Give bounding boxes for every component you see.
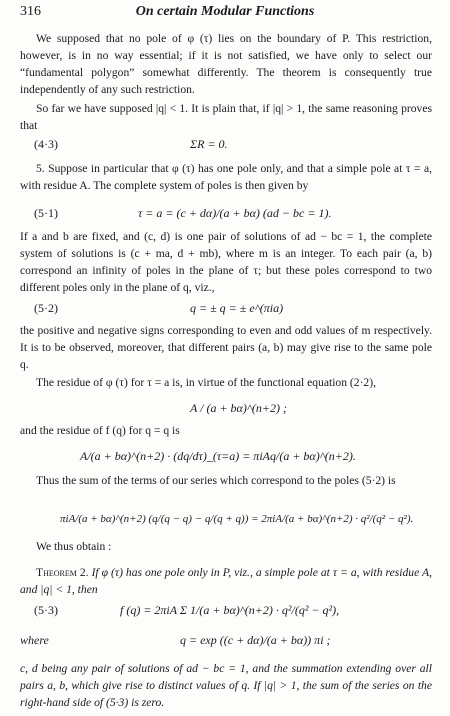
equation-number: (5·2): [34, 301, 58, 315]
equation-number: (5·1): [34, 206, 58, 220]
theorem-statement: If φ (τ) has one pole only in P, viz., a simple pole at τ = a, with residue A, and |q| < 1, then: [20, 566, 432, 596]
equation-4-3: [20, 134, 432, 156]
equation-expression: q = ± q = ± e^(πia): [190, 301, 284, 315]
equation-expression: A / (a + bα)^(n+2) ;: [190, 401, 287, 415]
equation-number: (5·3): [34, 603, 58, 617]
paragraph-residue-phi: The residue of φ (τ) for τ = a is, in virtue of the functional equation (2·2),: [36, 376, 376, 389]
equation-5-3: [20, 600, 432, 622]
equation-expression: q = exp ((c + dα)/(a + bα)) πi ;: [180, 633, 331, 647]
equation-expression: A/(a + bα)^(n+2) · (dq/dτ)_(τ=a) = πiAq/(a + bα)^(n+2).: [80, 449, 356, 463]
paragraph-sum-terms: Thus the sum of the terms of our series which correspond to the poles (5·2) is: [36, 474, 396, 487]
equation-sum: [20, 510, 432, 532]
paragraph-solutions: If a and b are fixed, and (c, d) is one pair of solutions of ad − bc = 1, the complete system of solutions is (c + ma, d + mb), where m is an integer. To each pair (a, b) correspond an infinity of poles in the plane of τ; but these poles correspond to two different poles only in the plane of q, viz.,: [20, 230, 432, 294]
running-title: On certain Modular Functions: [135, 4, 315, 19]
equation-expression: πiA/(a + bα)^(n+2) (q/(q − q) − q/(q + q)) = 2πiA/(a + bα)^(n+2) · q²/(q² − q²).: [60, 513, 414, 525]
equation-5-1: [20, 203, 432, 225]
theorem-label: Theorem 2.: [36, 566, 89, 579]
theorem-2: [20, 564, 432, 598]
equation-expression: τ = a = (c + dα)/(a + bα) (ad − bc = 1).: [138, 206, 332, 220]
paragraph-q-greater: So far we have supposed |q| < 1. It is plain that, if |q| > 1, the same reasoning proves that: [20, 102, 432, 132]
equation-q-definition: [20, 630, 432, 652]
page-number: 316: [20, 4, 41, 19]
paragraph-residue-f: and the residue of f (q) for q = q is: [20, 424, 180, 437]
paragraph-section-5: 5. Suppose in particular that φ (τ) has one pole only, and that a simple pole at τ = a, with residue A. The complete system of poles is then given by: [20, 162, 432, 192]
page-header: [20, 4, 430, 24]
equation-number: (4·3): [34, 137, 58, 151]
where-label: where: [20, 633, 49, 647]
equation-5-2: [20, 298, 432, 320]
paragraph-conditions: c, d being any pair of solutions of ad − bc = 1, and the summation extending over all pairs a, b, which give rise to distinct values of q. If |q| > 1, the sum of the series on the right-hand side of (5·3) is zero.: [20, 662, 432, 709]
equation-residue: [20, 398, 432, 420]
paragraph-boundary-restriction: We supposed that no pole of φ (τ) lies on the boundary of P. This restriction, however, is in no way essential; if it is not satisfied, we have only to select our “fundamental polygon” somewhat differently. The theorem is consequently true independently of any such restriction.: [20, 32, 432, 96]
equation-expression: f (q) = 2πiA Σ 1/(a + bα)^(n+2) · q²/(q² − q²),: [120, 603, 340, 617]
equation-expression: ΣR = 0.: [190, 137, 228, 151]
paragraph-signs: the positive and negative signs corresponding to even and odd values of m respectively. It is to be observed, moreover, that different pairs (a, b) may give rise to the same pole q.: [20, 324, 432, 371]
equation-residue-q: [20, 446, 432, 468]
paragraph-we-obtain: We thus obtain :: [36, 540, 112, 553]
